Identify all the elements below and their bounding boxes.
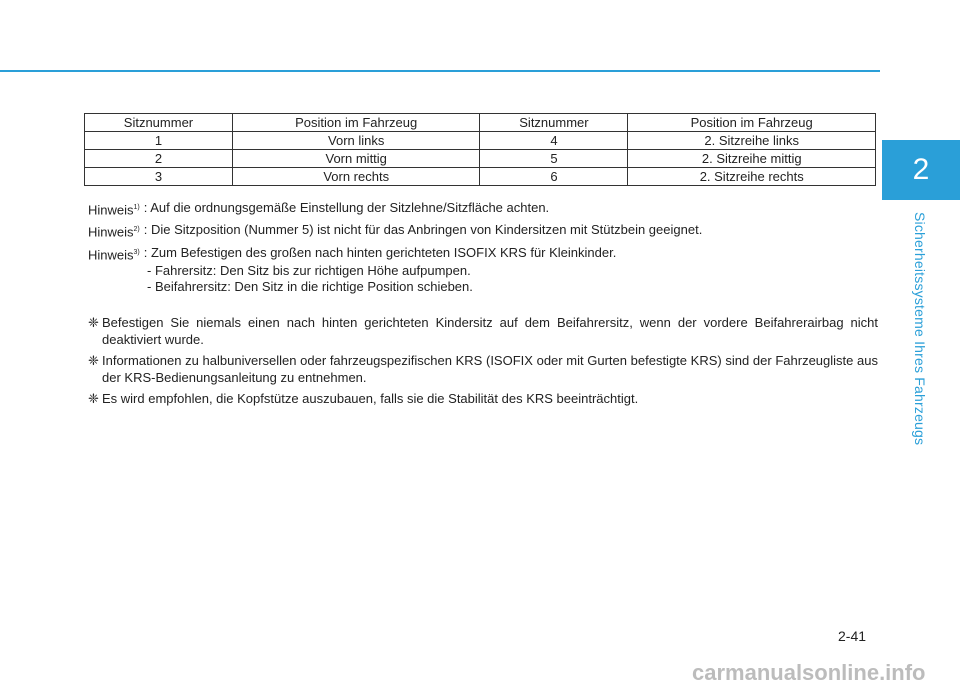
list-item [88,390,878,407]
table-cell: 2 [85,150,233,168]
chapter-label: Sicherheitssysteme Ihres Fahrzeugs [912,212,928,446]
bullet-list [88,314,878,411]
table-header-row [85,114,876,132]
bullet-text: Informationen zu halbuniversellen oder fahrzeugspezifischen KRS (ISOFIX oder mit Gurten befestigte KRS) sind der Fahrzeugliste aus der KRS-Bedienungsanleitung zu entnehmen. [102,353,878,385]
list-item [88,314,878,348]
table-cell: 1 [85,132,233,150]
bullet-text: Befestigen Sie niemals einen nach hinten gerichteten Kindersitz auf dem Beifahrersitz, wenn der vordere Beifahrerairbag nicht deaktiviert wurde. [102,315,878,347]
notes-section [88,200,878,295]
bullet-text: Es wird empfohlen, die Kopfstütze auszubauen, falls sie die Stabilität des KRS beeinträchtigt. [102,391,639,406]
note-text: : Zum Befestigen des großen nach hinten gerichteten ISOFIX KRS für Kleinkinder. [143,244,617,260]
page-number: 2-41 [838,628,867,644]
table-cell: 2. Sitzreihe mittig [628,150,876,168]
table-row [85,150,876,168]
note-key: Hinweis$^{1)}$ [88,202,140,218]
note-2 [88,222,878,240]
list-item [88,352,878,386]
header-position-1: Position im Fahrzeug [232,114,480,132]
table-cell: Vorn links [232,132,480,150]
table-cell: 5 [480,150,628,168]
note-1 [88,200,878,218]
table-cell: 2. Sitzreihe rechts [628,168,876,186]
note-3-sub-driver: - Fahrersitz: Den Sitz bis zur richtigen Höhe aufpumpen. [147,262,471,278]
top-rule [0,70,880,72]
note-3-sub-passenger: - Beifahrersitz: Den Sitz in die richtige Position schieben. [147,278,473,294]
table-row [85,168,876,186]
note-text: : Auf die ordnungsgemäße Einstellung der Sitzlehne/Sitzfläche achten. [143,200,550,215]
table-cell: 6 [480,168,628,186]
header-seat-number-1: Sitznummer [85,114,233,132]
table-row [85,132,876,150]
table-cell: Vorn mittig [232,150,480,168]
note-key: Hinweis$^{3)}$ [88,246,140,262]
bullet-icon: ❈ [88,315,99,330]
note-key: Hinweis$^{2)}$ [88,224,140,240]
table-cell: 2. Sitzreihe links [628,132,876,150]
note-3 [88,245,878,263]
bullet-icon: ❈ [88,391,99,406]
table-cell: 3 [85,168,233,186]
table-cell: 4 [480,132,628,150]
seat-table [84,113,876,186]
header-position-2: Position im Fahrzeug [628,114,876,132]
bullet-icon: ❈ [88,353,99,368]
chapter-tab [882,140,960,200]
chapter-number: 2 [912,153,930,186]
header-seat-number-2: Sitznummer [480,114,628,132]
footer-watermark[interactable]: carmanualsonline.info [692,660,926,685]
note-text: : Die Sitzposition (Nummer 5) ist nicht für das Anbringen von Kindersitzen mit Stützbein geeignet. [143,222,703,238]
table-cell: Vorn rechts [232,168,480,186]
